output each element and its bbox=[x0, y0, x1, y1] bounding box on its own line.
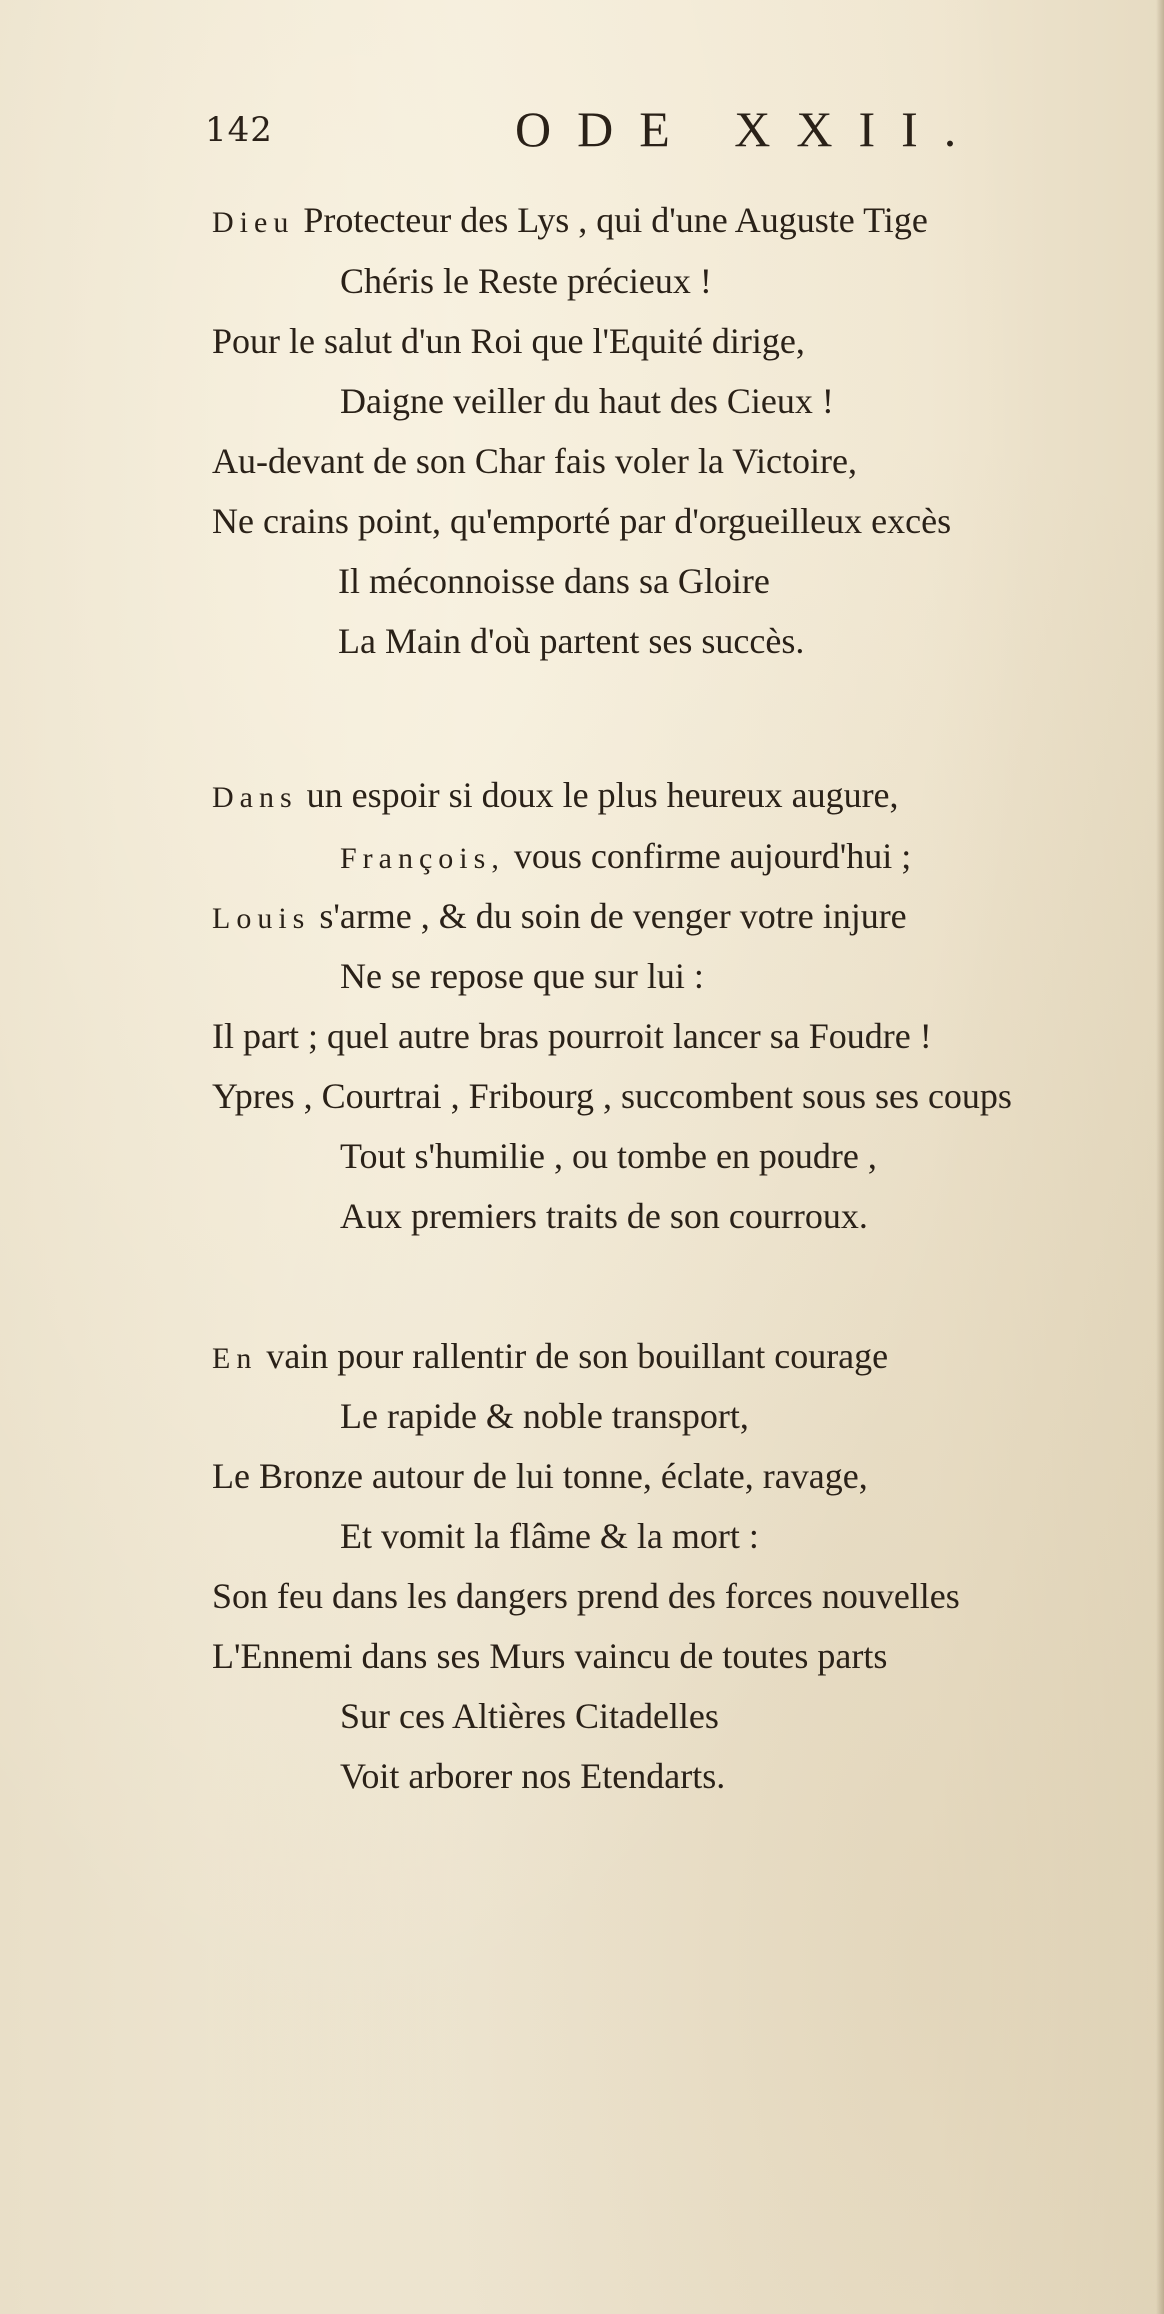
verse-line: L'Ennemi dans ses Murs vaincu de toutes parts bbox=[212, 1636, 888, 1676]
verse-line: Au-devant de son Char fais voler la Victoire, bbox=[212, 441, 857, 481]
verse-initial-word: François, bbox=[340, 842, 505, 875]
verse-line-text: vain pour rallentir de son bouillant courage bbox=[257, 1336, 889, 1376]
page-gutter-shadow bbox=[1156, 0, 1164, 2314]
verse-line: Le rapide & noble transport, bbox=[340, 1396, 749, 1436]
verse-line: Il méconnoisse dans sa Gloire bbox=[338, 561, 770, 601]
verse-line: Ne crains point, qu'emporté par d'orgueilleux excès bbox=[212, 501, 952, 541]
verse-line-text: s'arme , & du soin de venger votre injure bbox=[310, 896, 907, 936]
verse-line: Il part ; quel autre bras pourroit lancer sa Foudre ! bbox=[212, 1016, 932, 1056]
verse-line: Tout s'humilie , ou tombe en poudre , bbox=[340, 1136, 877, 1176]
verse-line-text: vous confirme aujourd'hui ; bbox=[504, 836, 912, 876]
page-number: 142 bbox=[205, 110, 273, 150]
verse-line: Ypres , Courtrai , Fribourg , succombent sous ses coups bbox=[212, 1076, 1012, 1116]
verse-line-text: Protecteur des Lys , qui d'une Auguste Tige bbox=[294, 200, 928, 240]
verse-line: Sur ces Altières Citadelles bbox=[340, 1696, 719, 1736]
verse-line bbox=[212, 202, 928, 238]
page-header bbox=[0, 100, 1164, 160]
verse-initial-word: Louis bbox=[212, 902, 311, 935]
running-title: ODE XXII. bbox=[515, 101, 983, 157]
verse-initial-word: En bbox=[212, 1342, 258, 1375]
verse-line bbox=[212, 777, 899, 813]
verse-line: Chéris le Reste précieux ! bbox=[340, 261, 712, 301]
verse-line bbox=[212, 898, 907, 934]
verse-initial-word: Dans bbox=[212, 781, 298, 814]
verse-line: Voit arborer nos Etendarts. bbox=[340, 1756, 726, 1796]
verse-line-text: un espoir si doux le plus heureux augure, bbox=[297, 775, 899, 815]
verse-line bbox=[340, 838, 911, 874]
verse-line: Son feu dans les dangers prend des forces nouvelles bbox=[212, 1576, 960, 1616]
verse-line: La Main d'où partent ses succès. bbox=[338, 621, 805, 661]
verse-line: Pour le salut d'un Roi que l'Equité dirige, bbox=[212, 321, 805, 361]
verse-line: Aux premiers traits de son courroux. bbox=[340, 1196, 868, 1236]
verse-line: Daigne veiller du haut des Cieux ! bbox=[340, 381, 834, 421]
verse-line: Et vomit la flâme & la mort : bbox=[340, 1516, 759, 1556]
verse-line: Ne se repose que sur lui : bbox=[340, 956, 704, 996]
verse-line: Le Bronze autour de lui tonne, éclate, ravage, bbox=[212, 1456, 868, 1496]
verse-initial-word: Dieu bbox=[212, 206, 295, 239]
verse-line bbox=[212, 1338, 888, 1374]
